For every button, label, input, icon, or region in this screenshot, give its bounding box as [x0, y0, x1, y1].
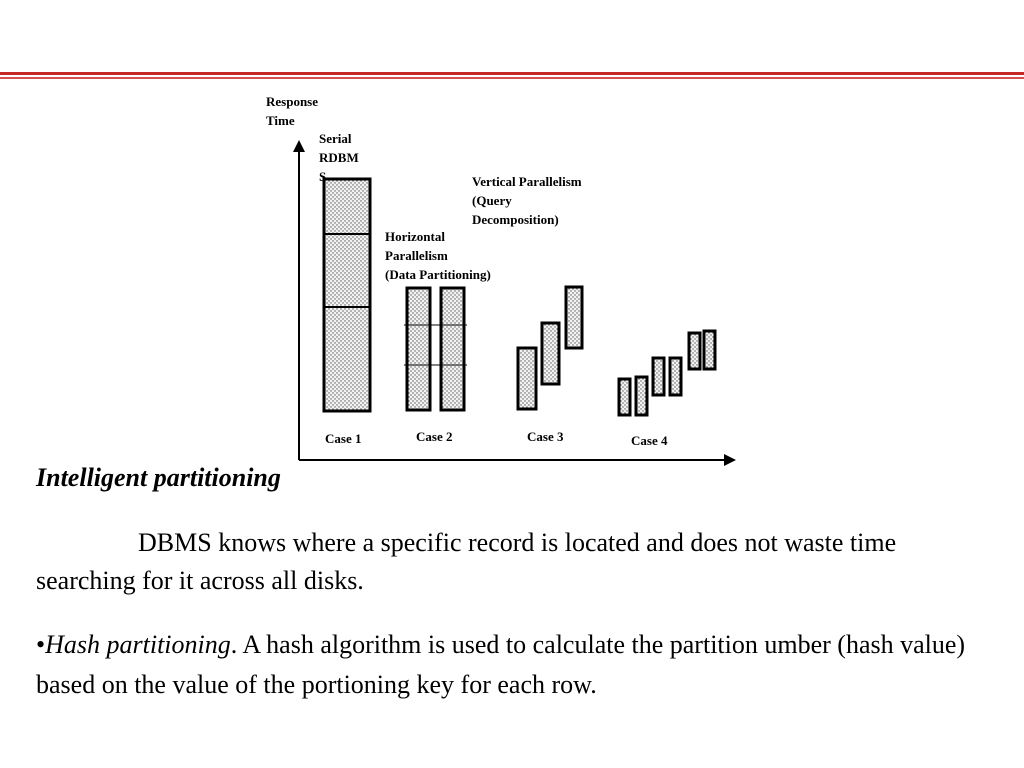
hash-partitioning-term: Hash partitioning: [45, 630, 231, 659]
bullet: •: [36, 630, 46, 659]
case2-bars: [404, 288, 467, 410]
y-axis-arrow: [293, 140, 305, 152]
vertical-parallelism-label: Vertical Parallelism (Query Decomposition): [472, 174, 582, 227]
case4-bars: [619, 331, 715, 415]
horizontal-parallelism-label: Horizontal Parallelism (Data Partitioning): [385, 229, 491, 282]
case-label-1: Case 1: [325, 431, 362, 446]
case1-bar: [324, 179, 370, 411]
case-label-2: Case 2: [416, 429, 453, 444]
case-label-3: Case 3: [527, 429, 564, 444]
hash-partitioning-paragraph: [36, 625, 996, 705]
hash-partitioning-text: . A hash algorithm is used to calculate the partition umber (hash value) based on the value of the portioning key for each row.: [36, 630, 966, 699]
section-heading: Intelligent partitioning: [36, 463, 281, 492]
case3-bars: [518, 287, 582, 409]
serial-rdbms-label: Serial RDBM S: [319, 131, 359, 184]
y-axis-label: Response Time: [266, 94, 319, 128]
case-label-4: Case 4: [631, 433, 668, 448]
intelligent-partitioning-text: [36, 524, 996, 600]
para1-text: DBMS knows where a specific record is located and does not waste time searching for it across all disks.: [36, 528, 897, 595]
x-axis-arrow: [724, 454, 736, 466]
